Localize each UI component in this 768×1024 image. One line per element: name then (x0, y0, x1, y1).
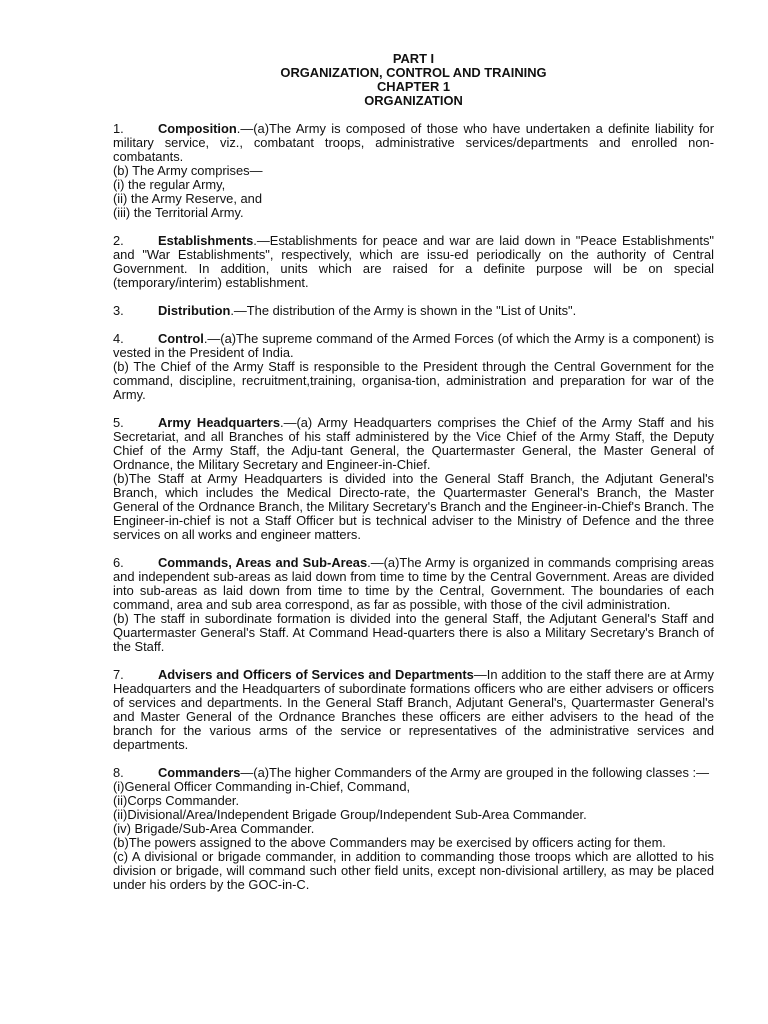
section-8 (113, 766, 714, 892)
section-subparagraph: (i) the regular Army, (113, 177, 226, 192)
part-heading: PART I (392, 51, 435, 66)
section-subparagraph: (b) The Chief of the Army Staff is responsible to the President through the Central Government for the command, discipline, recruitment,training, organisa-tion, administration and preparation for war of the Army. (113, 359, 714, 402)
section-lead-text: .—(a) Army Headquarters comprises the Chief of the Army Staff and his Secretariat, and all Branches of his staff administered by the Vice Chief of the Army Staff, the Deputy Chief of the Army Staff, the Adju-tant General, the Quartermaster General, the Master General of Ordnance, the Military Secretary and Engineer-in-Chief. (113, 415, 714, 472)
document-headings (113, 52, 714, 108)
section-paragraph (113, 668, 714, 752)
section-paragraph (113, 416, 714, 472)
section-title: Commands, Areas and Sub-Areas (158, 555, 368, 570)
section-number: 4. (113, 331, 124, 346)
section-4 (113, 332, 714, 402)
section-number: 8. (113, 765, 124, 780)
section-lead-text: .—The distribution of the Army is shown in the "List of Units". (230, 303, 577, 318)
section-number: 7. (113, 667, 124, 682)
section-lead-text: —In addition to the staff there are at Army Headquarters and the Headquarters of subordinate formations officers who are either advisers or officers of services and departments. In the General Staff Branch, Adjutant General's, Quartermaster General's and Master General of the Ordnance Branches these officers are either advisers to the head of the branch for the various arms of the service or representatives of the administrative services and departments. (113, 667, 714, 752)
section-lead-text: —(a)The higher Commanders of the Army are grouped in the following classes :— (240, 765, 709, 780)
section-2 (113, 234, 714, 290)
section-title: Distribution (158, 303, 231, 318)
section-5 (113, 416, 714, 542)
section-1 (113, 122, 714, 220)
section-subparagraph: (ii)Corps Commander. (113, 793, 240, 808)
section-lead-text: .—(a)The Army is composed of those who have undertaken a definite liability for military service, viz., combatant troops, administrative services/departments and enrolled non-combatants. (113, 121, 714, 164)
section-subparagraph: (ii) the Army Reserve, and (113, 191, 263, 206)
section-6 (113, 556, 714, 654)
section-paragraph (113, 332, 714, 360)
section-subparagraph: (b) The staff in subordinate formation is divided into the general Staff, the Adjutant General's Staff and Quartermaster General's Staff. At Command Head-quarters there is also a Military Secretary's Branch of the Staff. (113, 611, 714, 654)
section-subparagraph: (iii) the Territorial Army. (113, 205, 244, 220)
section-number: 2. (113, 233, 124, 248)
section-paragraph (113, 556, 714, 612)
section-subparagraph: (b)The Staff at Army Headquarters is divided into the General Staff Branch, the Adjutant General's Branch, which includes the Medical Directo-rate, the Quartermaster General's Branch, the Master General of the Ordnance Branch, the Military Secretary's Branch and the Engineer-in-Chief's Branch. The Engineer-in-chief is not a Staff Officer but is technical adviser to the Ministry of Defence and the three services on all works and engineer matters. (113, 471, 714, 542)
section-subparagraph: (iv) Brigade/Sub-Area Commander. (113, 821, 315, 836)
section-3 (113, 304, 714, 318)
section-number: 5. (113, 415, 124, 430)
section-lead-text: .—(a)The Army is organized in commands comprising areas and independent sub-areas as laid down from time to time by the Central Government. Areas are divided into sub-areas as laid down from time to time by the Central, Government. The boundaries of each command, area and sub area correspond, as far as possible, with those of the civil administration. (113, 555, 714, 612)
section-subparagraph: (ii)Divisional/Area/Independent Brigade Group/Independent Sub-Area Commander. (113, 807, 587, 822)
chapter-title: ORGANIZATION (364, 93, 463, 108)
section-title: Advisers and Officers of Services and Departments (158, 667, 474, 682)
sections-container (113, 122, 714, 892)
section-lead-text: .—Establishments for peace and war are laid down in "Peace Establishments" and "War Establishments", respectively, which are issu-ed periodically on the authority of Central Government. In addition, units which are raised for a definite purpose will be on special (temporary/interim) establishment. (113, 233, 714, 290)
part-title: ORGANIZATION, CONTROL AND TRAINING (280, 65, 547, 80)
section-paragraph (113, 766, 714, 780)
section-subparagraph: (i)General Officer Commanding in-Chief, Command, (113, 779, 411, 794)
section-title: Composition (158, 121, 237, 136)
section-7 (113, 668, 714, 752)
section-paragraph (113, 234, 714, 290)
section-paragraph (113, 304, 714, 318)
section-title: Army Headquarters (158, 415, 280, 430)
section-lead-text: .—(a)The supreme command of the Armed Forces (of which the Army is a component) is vested in the President of India. (113, 331, 714, 360)
document-page (113, 52, 714, 892)
section-number: 1. (113, 121, 124, 136)
section-number: 3. (113, 303, 124, 318)
section-subparagraph: (b)The powers assigned to the above Commanders may be exercised by officers acting for them. (113, 835, 666, 850)
section-paragraph (113, 122, 714, 164)
section-subparagraph: (c) A divisional or brigade commander, in addition to commanding those troops which are allotted to his division or brigade, will command such other field units, except non-divisional artillery, as may be placed under his orders by the GOC-in-C. (113, 849, 714, 892)
section-number: 6. (113, 555, 124, 570)
chapter-heading: CHAPTER 1 (376, 79, 451, 94)
section-title: Control (158, 331, 204, 346)
section-title: Establishments (158, 233, 254, 248)
section-subparagraph: (b) The Army comprises— (113, 163, 263, 178)
section-title: Commanders (158, 765, 241, 780)
